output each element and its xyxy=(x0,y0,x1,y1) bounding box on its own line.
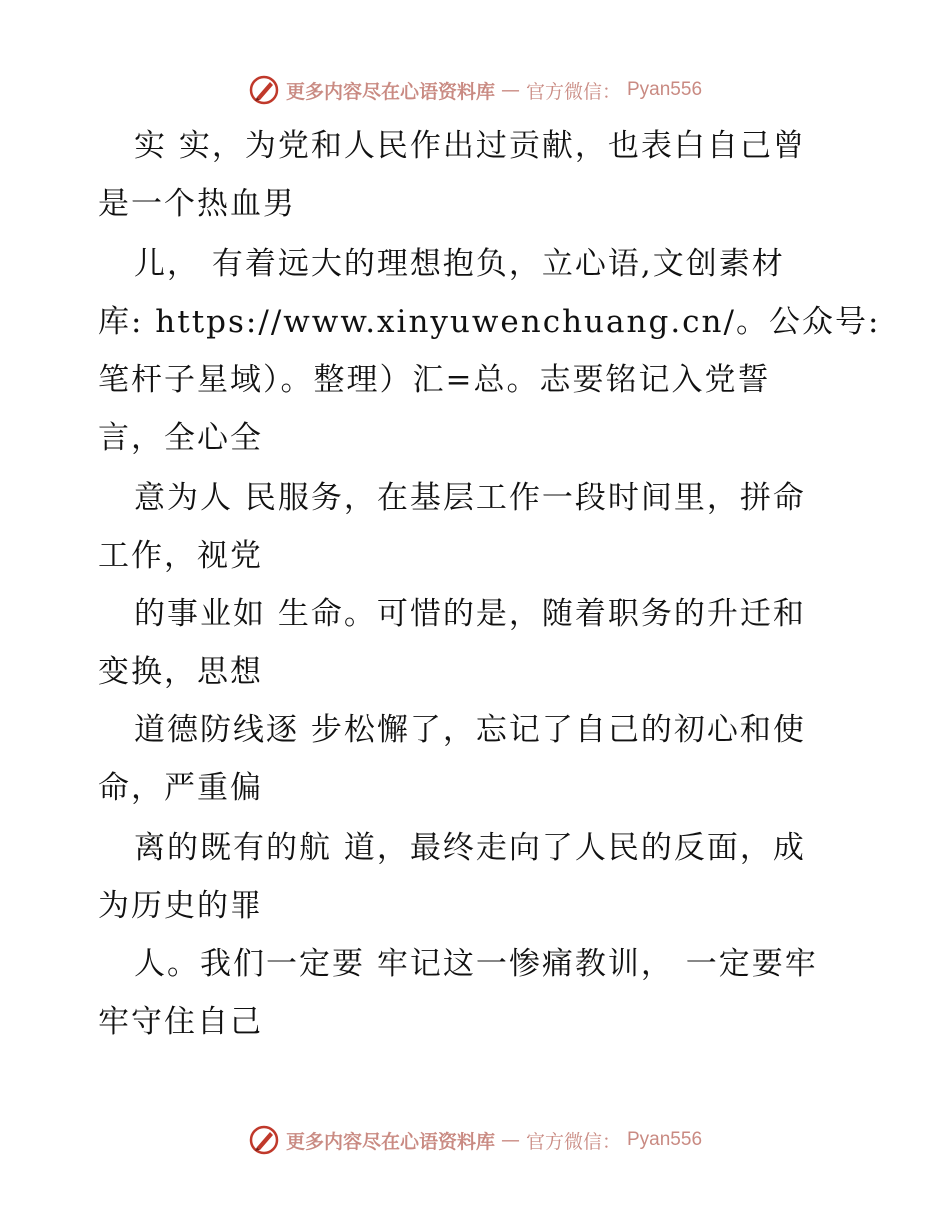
text-line: 是一个热血男 xyxy=(98,186,296,222)
header-brand: 更多内容尽在心语资料库 xyxy=(285,80,495,103)
footer-wechat-label: 官方微信： xyxy=(525,1130,621,1153)
footer-dash: — xyxy=(500,1129,520,1151)
pen-logo-icon xyxy=(248,1124,280,1156)
text-line: 儿， 有着远大的理想抱负，立心语,文创素材 xyxy=(134,246,785,282)
header-wechat-label: 官方微信： xyxy=(525,80,621,103)
text-line: 牢守住自己 xyxy=(98,1004,263,1040)
text-line: 言，全心全 xyxy=(98,420,263,456)
text-line: 笔杆子星域）。整理）汇=总。志要铭记入党誓 xyxy=(98,362,771,398)
text-line: 库: https://www.xinyuwenchuang.cn/。公众号: xyxy=(98,304,881,340)
text-line: 实 实，为党和人民作出过贡献，也表白自己曾 xyxy=(134,128,806,164)
text-line: 命，严重偏 xyxy=(98,770,263,806)
text-line: 意为人 民服务，在基层工作一段时间里，拼命 xyxy=(134,480,806,516)
text-line: 离的既有的航 道，最终走向了人民的反面，成 xyxy=(134,830,806,866)
text-line: 道德防线逐 步松懈了，忘记了自己的初心和使 xyxy=(134,712,806,748)
header-wechat-id: Pyan556 xyxy=(627,79,703,100)
footer-banner xyxy=(0,1120,950,1160)
text-line: 工作，视党 xyxy=(98,538,263,574)
footer-wechat-id: Pyan556 xyxy=(627,1129,703,1150)
header-dash: — xyxy=(500,79,520,101)
text-line: 为历史的罪 xyxy=(98,888,263,924)
text-line: 变换，思想 xyxy=(98,654,263,690)
footer-brand: 更多内容尽在心语资料库 xyxy=(285,1130,495,1153)
text-line: 人。我们一定要 牢记这一惨痛教训， 一定要牢 xyxy=(134,946,818,982)
text-line: 的事业如 生命。可惜的是，随着职务的升迁和 xyxy=(134,596,806,632)
